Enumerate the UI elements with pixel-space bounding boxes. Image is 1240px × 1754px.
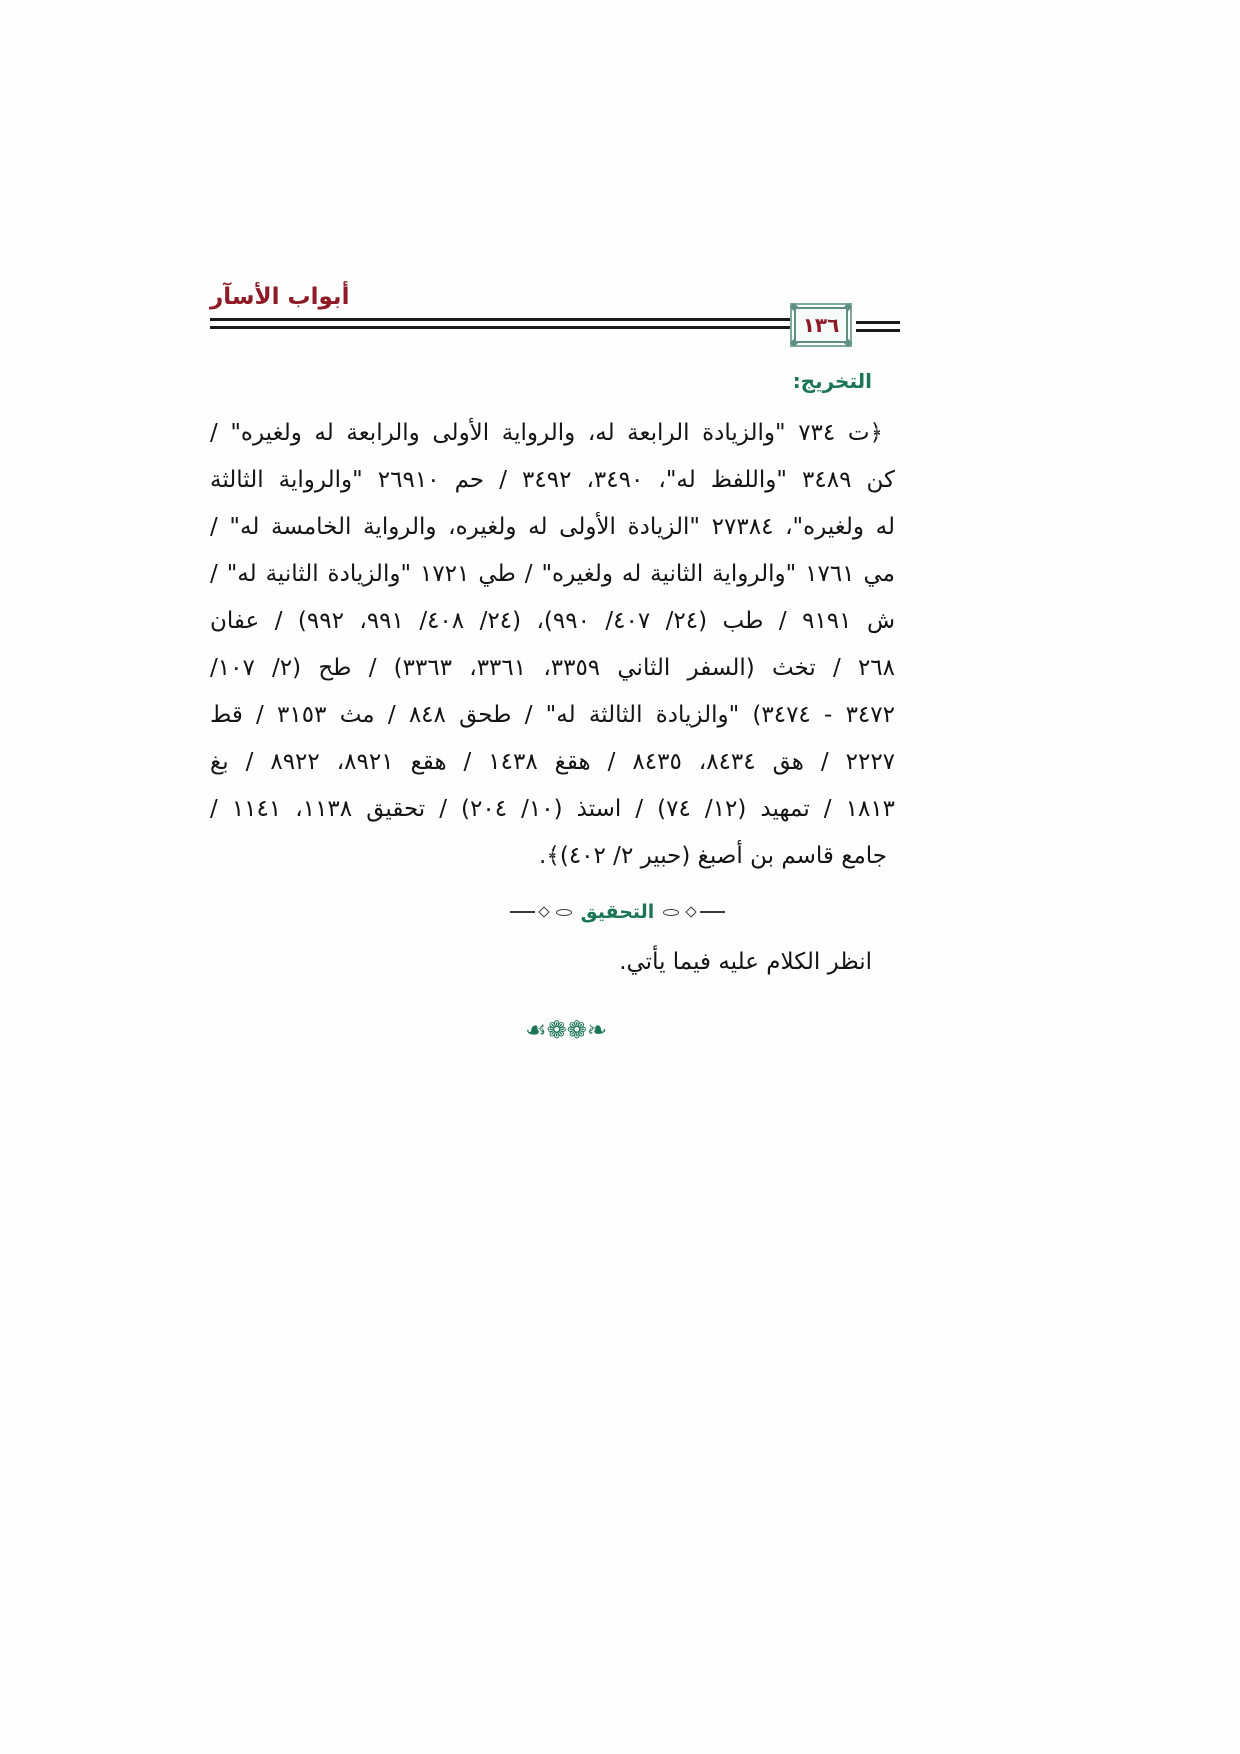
takhrij-heading: التخريج: (792, 369, 872, 393)
takhrij-line-5: ش ٩١٩١ / طب (٢٤/ ٤٠٧/ ٩٩٠)، (٢٤/ ٤٠٨/ ٩٩١، ٩٩٢) / عفان (210, 608, 895, 634)
tahqiq-text: انظر الكلام عليه فيما يأتي. (619, 949, 872, 975)
divider-line (510, 911, 535, 913)
header-rule-bottom (210, 326, 790, 329)
takhrij-line-10: جامع قاسم بن أصبغ (حبير ٢/ ٤٠٢)﴾. (539, 843, 887, 869)
takhrij-line-6: ٢٦٨ / تخث (السفر الثاني ٣٣٥٩، ٣٣٦١، ٣٣٦٣) / طح (٢/ ١٠٧/ (210, 655, 895, 681)
takhrij-line-8: ٢٢٢٧ / هق ٨٤٣٤، ٨٤٣٥ / هقغ ١٤٣٨ / هقع ٨٩٢١، ٨٩٢٢ / بغ (210, 749, 895, 775)
diamond-icon (538, 906, 549, 917)
running-title: أبواب الأسآر (210, 284, 350, 310)
floral-ornament-icon (516, 1010, 616, 1050)
swirl-icon (663, 909, 679, 916)
diamond-icon (686, 906, 697, 917)
header-rule-short-bottom (856, 329, 900, 332)
page-number: ١٣٦ (802, 313, 840, 337)
swirl-icon (556, 909, 572, 916)
ornamental-divider-icon (510, 896, 725, 928)
header-rule-short-top (856, 321, 900, 324)
ornamental-frame-icon (794, 307, 848, 343)
takhrij-line-1: ﴿ت ٧٣٤ "والزيادة الرابعة له، والرواية الأولى والرابعة له ولغيره" / (210, 420, 883, 446)
takhrij-line-7: ٣٤٧٢ - ٣٤٧٤) "والزيادة الثالثة له" / طحق ٨٤٨ / مث ٣١٥٣ / قط (210, 702, 895, 728)
header-rule-top (210, 318, 790, 321)
takhrij-paragraph (210, 410, 895, 880)
takhrij-line-3: له ولغيره"، ٢٧٣٨٤ "الزيادة الأولى له ولغيره، والرواية الخامسة له" / (210, 514, 895, 540)
takhrij-line-4: مي ١٧٦١ "والرواية الثانية له ولغيره" / طي ١٧٢١ "والزيادة الثانية له" / (210, 561, 895, 587)
takhrij-line-9: ١٨١٣ / تمهيد (١٢/ ٧٤) / استذ (١٠/ ٢٠٤) / تحقيق ١١٣٨، ١١٤١ / (210, 796, 895, 822)
takhrij-line-2: كن ٣٤٨٩ "واللفظ له"، ٣٤٩٠، ٣٤٩٢ / حم ٢٦٩١٠ "والرواية الثالثة (210, 467, 895, 493)
tahqiq-heading: التحقيق (580, 901, 655, 923)
divider-line (700, 911, 725, 913)
